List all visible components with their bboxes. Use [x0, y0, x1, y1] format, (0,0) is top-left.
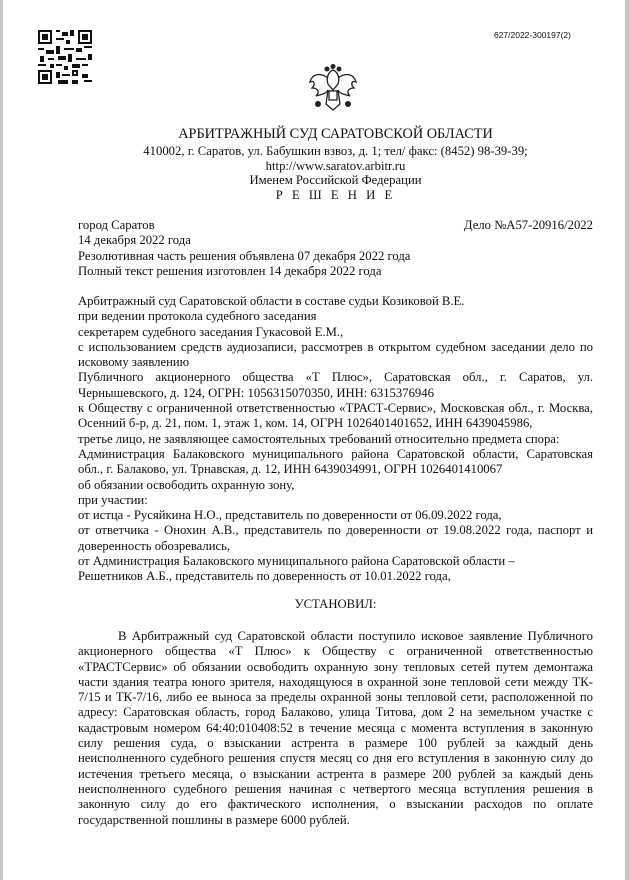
text-line: от Администрация Балаковского муниципального района Саратовской области –	[78, 554, 515, 569]
section-title	[78, 597, 593, 612]
text-line: В Арбитражный суд Саратовской области поступило исковое заявление Публичного	[118, 629, 593, 643]
text-line: доверенность обозревались,	[78, 538, 231, 553]
page-edge-left	[0, 0, 3, 880]
court-address: 410002, г. Саратов, ул. Бабушкин взвоз, д. 1; тел/ факс: (8452) 98-39-39;	[143, 144, 528, 158]
text-line: при участии:	[78, 492, 148, 507]
text-line: Публичного акционерного общества «Т Плюс», Саратовская обл., г. Саратов, ул.	[78, 370, 593, 385]
in-name-line: Именем Российской Федерации	[249, 173, 422, 187]
text-line: при ведении протокола судебного заседания	[78, 309, 317, 324]
full-text-date: Полный текст решения изготовлен 14 декабря 2022 года	[78, 263, 382, 278]
text-line: законную силу до его фактического исполнения, о взыскании расходов по оплате	[78, 797, 593, 812]
text-line: неисполненного судебного решения спустя месяц со дня его вступления в законную силу до	[78, 751, 593, 766]
case-number: Дело №А57-20916/2022	[463, 218, 593, 232]
coat-of-arms-emblem	[306, 64, 360, 114]
page-edge-right	[625, 0, 629, 880]
court-name: АРБИТРАЖНЫЙ СУД САРАТОВСКОЙ ОБЛАСТИ	[178, 126, 493, 142]
body-paragraph	[78, 629, 593, 828]
text-line: от ответчика - Онохин А.В., представитель по доверенности от 19.08.2022 года, паспорт и	[78, 523, 593, 538]
text-line: Администрация Балаковского муниципального района Саратовской области, Саратовская	[78, 446, 593, 461]
text-line: Чернышевского, д. 124, ОГРН: 1056315070350, ИНН: 6315376946	[78, 385, 434, 400]
text-line: адресу: Саратовская область, город Балаково, улица Титова, дом 2 на земельном участке с	[78, 705, 593, 720]
text-line: кадастровым номером 64:40:010408:52 в течение месяца с момента вступления в законную	[78, 720, 593, 735]
text-line: третье лицо, не заявляющее самостоятельных требований относительно предмета спора:	[78, 431, 560, 446]
text-line: «ТРАСТСервис» об обязании освободить охранную зону тепловых сетей путем демонтажа	[78, 659, 593, 674]
decision-meta	[78, 218, 593, 279]
decision-date: 14 декабря 2022 года	[78, 233, 191, 248]
resolution-date: Резолютивная часть решения объявлена 07 декабря 2022 года	[78, 248, 411, 263]
text-line: акционерного общества «Т Плюс» к Обществу с ограниченной ответственностью	[78, 644, 593, 659]
court-website-link[interactable]: http://www.saratov.arbitr.ru	[265, 158, 406, 173]
text-line: силу решения суда, о взыскании астрента в размере 100 рублей за каждый день	[78, 736, 593, 751]
text-line: обл., г. Балаково, ул. Трнавская, д. 12, ИНН 6439034991, ОГРН 1026401410067	[78, 462, 503, 477]
text-line: государственной пошлины в размере 6000 рублей.	[78, 812, 350, 827]
text-line: от истца - Русяйкина Н.О., представитель по доверенности от 06.09.2022 года,	[78, 508, 502, 523]
court-header	[78, 127, 593, 142]
text-line: секретарем судебного заседания Гукасовой Е.М.,	[78, 324, 344, 339]
text-line: истечения третьего месяца, о взыскании астрента в размере 200 рублей за каждый день	[78, 766, 593, 781]
text-line: исковому заявлению	[78, 355, 190, 370]
text-line: 7/15 и ТК-7/16, либо ее выноса за пределы охранной зоны тепловой сети, расположенной по	[78, 690, 593, 705]
text-line: неисполненного судебного решения начиная с четвертого месяца вступления решения в	[78, 781, 593, 796]
text-line: с использованием средств аудиозаписи, рассмотрев в открытом судебном заседании дело по	[78, 339, 593, 354]
text-line: Решетников А.Б., представитель по доверенность от 10.01.2022 года,	[78, 569, 451, 584]
city: город Саратов	[78, 218, 155, 232]
established-heading: УСТАНОВИЛ:	[294, 597, 377, 611]
text-line: Осенний б-р, д. 21, пом. 1, этаж 1, ком. 14, ОГРН 1026401401652, ИНН 6439045986,	[78, 416, 533, 431]
intro-paragraph	[78, 294, 593, 585]
text-line: Арбитражный суд Саратовской области в составе судьи Козиковой В.Е.	[78, 294, 465, 308]
document-type: Р Е Ш Е Н И Е	[275, 187, 396, 202]
court-contacts	[78, 144, 593, 202]
text-line: об обязании освободить охранную зону,	[78, 477, 295, 492]
qr-code-icon	[38, 30, 92, 84]
document-number: 627/2022-300197(2)	[493, 30, 571, 40]
text-line: части здания театра юного зрителя, находящуюся в охранной зоне тепловой сети между ТК-	[78, 674, 593, 689]
text-line: к Обществу с ограниченной ответственностью «ТРАСТ-Сервис», Московская обл., г. Москва,	[78, 401, 593, 416]
